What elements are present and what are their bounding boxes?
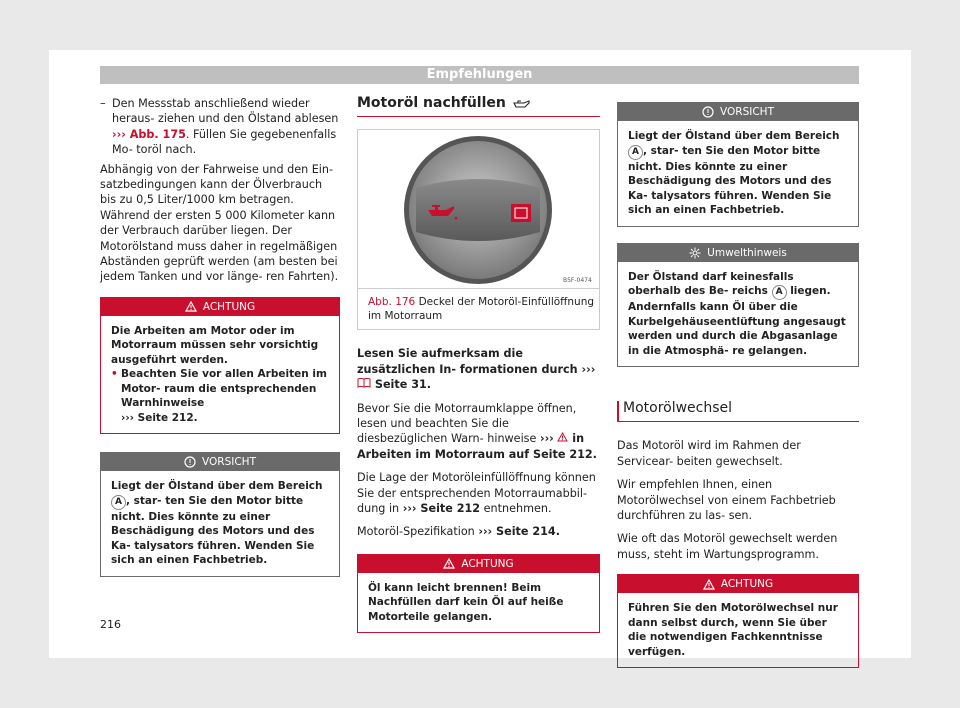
achtung-box	[617, 574, 859, 668]
column-1	[100, 96, 340, 577]
oil-can-icon	[512, 99, 532, 109]
section-title: Motorölwechsel	[623, 400, 733, 416]
info-circle-icon	[702, 106, 714, 118]
spec-paragraph	[357, 524, 600, 539]
vorsicht-box	[617, 102, 859, 227]
p3-text-a: Die Lage der Motoröleinfüllöffnung können Sie der entsprechenden Motorraumabbil- dung in	[357, 471, 596, 516]
environment-text-a: Der Ölstand darf keinesfalls oberhalb des Be- reichs	[628, 270, 794, 297]
marker-a: A	[772, 285, 787, 300]
vorsicht-header	[101, 453, 339, 471]
bullet-dot: •	[111, 368, 118, 381]
environment-box	[617, 243, 859, 368]
marker-a: A	[111, 495, 126, 510]
vorsicht-box	[100, 452, 340, 577]
oil-change-paragraph-2: Wir empfehlen Ihnen, einen Motorölwechsel von einem Fachbetrieb durchführen zu las- sen.	[617, 478, 836, 523]
section-title: Motoröl nachfüllen	[357, 95, 506, 111]
info-link[interactable]: ›››	[581, 362, 596, 376]
oil-change-paragraph-1: Das Motoröl wird im Rahmen der Servicear- beiten gewechselt.	[617, 439, 801, 468]
leaf-icon	[689, 247, 701, 259]
p1-text-b: Seite 31.	[371, 378, 432, 392]
vorsicht-body	[618, 121, 858, 226]
oil-change-paragraph-3: Wie oft das Motoröl gewechselt werden muss, steht im Wartungsprogramm.	[617, 532, 838, 561]
achtung-header	[101, 298, 339, 316]
section-heading	[617, 401, 859, 422]
vorsicht-header	[618, 103, 858, 121]
oil-cap-image	[358, 130, 599, 288]
page-number: 216	[100, 618, 121, 631]
achtung-title: ACHTUNG	[461, 557, 514, 570]
column-2	[357, 96, 600, 633]
achtung-body: Führen Sie den Motorölwechsel nur dann selbst durch, wenn Sie über die notwendigen Fachkenntnisse verfügen.	[628, 602, 838, 658]
book-icon	[357, 377, 371, 388]
warning-paragraph	[357, 401, 600, 463]
achtung-header	[358, 555, 599, 573]
achtung-box	[100, 297, 340, 435]
vorsicht-text-a: Liegt der Ölstand über dem Bereich	[111, 480, 323, 493]
dash-text	[112, 96, 340, 158]
p1-text-a: Lesen Sie aufmerksam die zusätzlichen In- formationen durch	[357, 347, 578, 376]
figure-176	[357, 129, 600, 289]
info-circle-icon	[184, 456, 196, 468]
dash-marker: –	[100, 97, 106, 110]
location-paragraph	[357, 470, 600, 516]
column-3	[617, 96, 859, 668]
vorsicht-body	[101, 471, 339, 576]
figure-code: B5F-0474	[563, 277, 592, 285]
dash-item	[100, 96, 340, 158]
achtung-box	[357, 554, 600, 634]
info-paragraph	[357, 346, 600, 392]
achtung-body	[101, 316, 339, 434]
page-link[interactable]: ››› Seite 214.	[478, 525, 560, 539]
achtung-text: Die Arbeiten am Motor oder im Motorraum müssen sehr vorsichtig ausgeführt werden.	[111, 324, 319, 366]
environment-body	[618, 262, 858, 367]
environment-header	[618, 244, 858, 262]
achtung-bullet	[111, 367, 329, 425]
warning-link[interactable]: ›››	[539, 432, 554, 446]
warning-icon	[703, 579, 715, 590]
achtung-header	[618, 575, 858, 593]
p4-text-a: Motoröl-Spezifikation	[357, 525, 475, 539]
vorsicht-text-b: , star- ten Sie den Motor bitte nicht. Dies könnte zu einer Beschädigung des Motors und des Ka- talysators führen. Wenden Sie sich an einen Fachbetrieb.	[628, 144, 832, 216]
page-header: Empfehlungen	[100, 66, 859, 84]
achtung-title: ACHTUNG	[202, 300, 256, 313]
p2-text-b: in Arbeiten im Motorraum auf Seite 212.	[357, 432, 597, 461]
dash-text-a: Den Messstab anschließend wieder heraus- ziehen und den Ölstand ablesen	[112, 97, 339, 126]
environment-text-b: liegen. Andernfalls kann Öl über die Kurbelgehäuseentlüftung angesaugt werden und durch die Abgasanlage in die Atmosphä- re gelangen.	[628, 285, 846, 357]
warning-icon	[185, 301, 197, 312]
p2-text-a: Bevor Sie die Motorraumklappe öffnen, lesen und beachten Sie die diesbezüglichen Warn- hinweise	[357, 401, 577, 446]
figure-caption	[357, 289, 600, 330]
figure-link[interactable]: ››› Abb. 175	[112, 127, 186, 141]
dash-text-b: . Füllen Sie gegebenenfalls Mo- toröl nach.	[112, 127, 337, 157]
warning-icon	[443, 558, 455, 569]
p3-text-b: entnehmen.	[480, 502, 552, 516]
environment-title: Umwelthinweis	[707, 246, 787, 259]
figure-label: Abb. 176	[368, 296, 416, 309]
vorsicht-title: VORSICHT	[720, 106, 774, 118]
figure-caption-text: Deckel der Motoröl-Einfüllöffnung im Motorraum	[368, 296, 595, 323]
marker-a: A	[628, 145, 643, 160]
page-link[interactable]: ››› Seite 212.	[121, 411, 198, 424]
achtung-body: Öl kann leicht brennen! Beim Nachfüllen darf kein Öl auf heiße Motorteile gelangen.	[368, 581, 564, 623]
warning-icon	[557, 432, 568, 442]
achtung-title: ACHTUNG	[720, 578, 774, 591]
vorsicht-title: VORSICHT	[202, 456, 256, 469]
consumption-paragraph: Abhängig von der Fahrweise und den Ein- satzbedingungen kann der Ölverbrauch bis zu 0,5 Liter/1000 km betragen. Während der ersten 5 000 Kilometer kann der Verbrauch darüber liegen. Der Motorölstand muss daher in regelmäßigen Abständen geprüft werden (am besten bei jedem Tanken und vor länge- ren Fahrten).	[100, 162, 339, 284]
vorsicht-text-a: Liegt der Ölstand über dem Bereich	[628, 130, 840, 142]
page-link[interactable]: ››› Seite 212	[402, 502, 481, 516]
section-heading	[357, 96, 600, 117]
achtung-bullet-text: Beachten Sie vor allen Arbeiten im Motor- raum die entsprechenden Warnhinweise	[121, 368, 327, 410]
vorsicht-text-b: , star- ten Sie den Motor bitte nicht. Dies könnte zu einer Beschädigung des Motors und des Ka- talysators führen. Wenden Sie sich an einen Fachbetrieb.	[111, 494, 315, 567]
